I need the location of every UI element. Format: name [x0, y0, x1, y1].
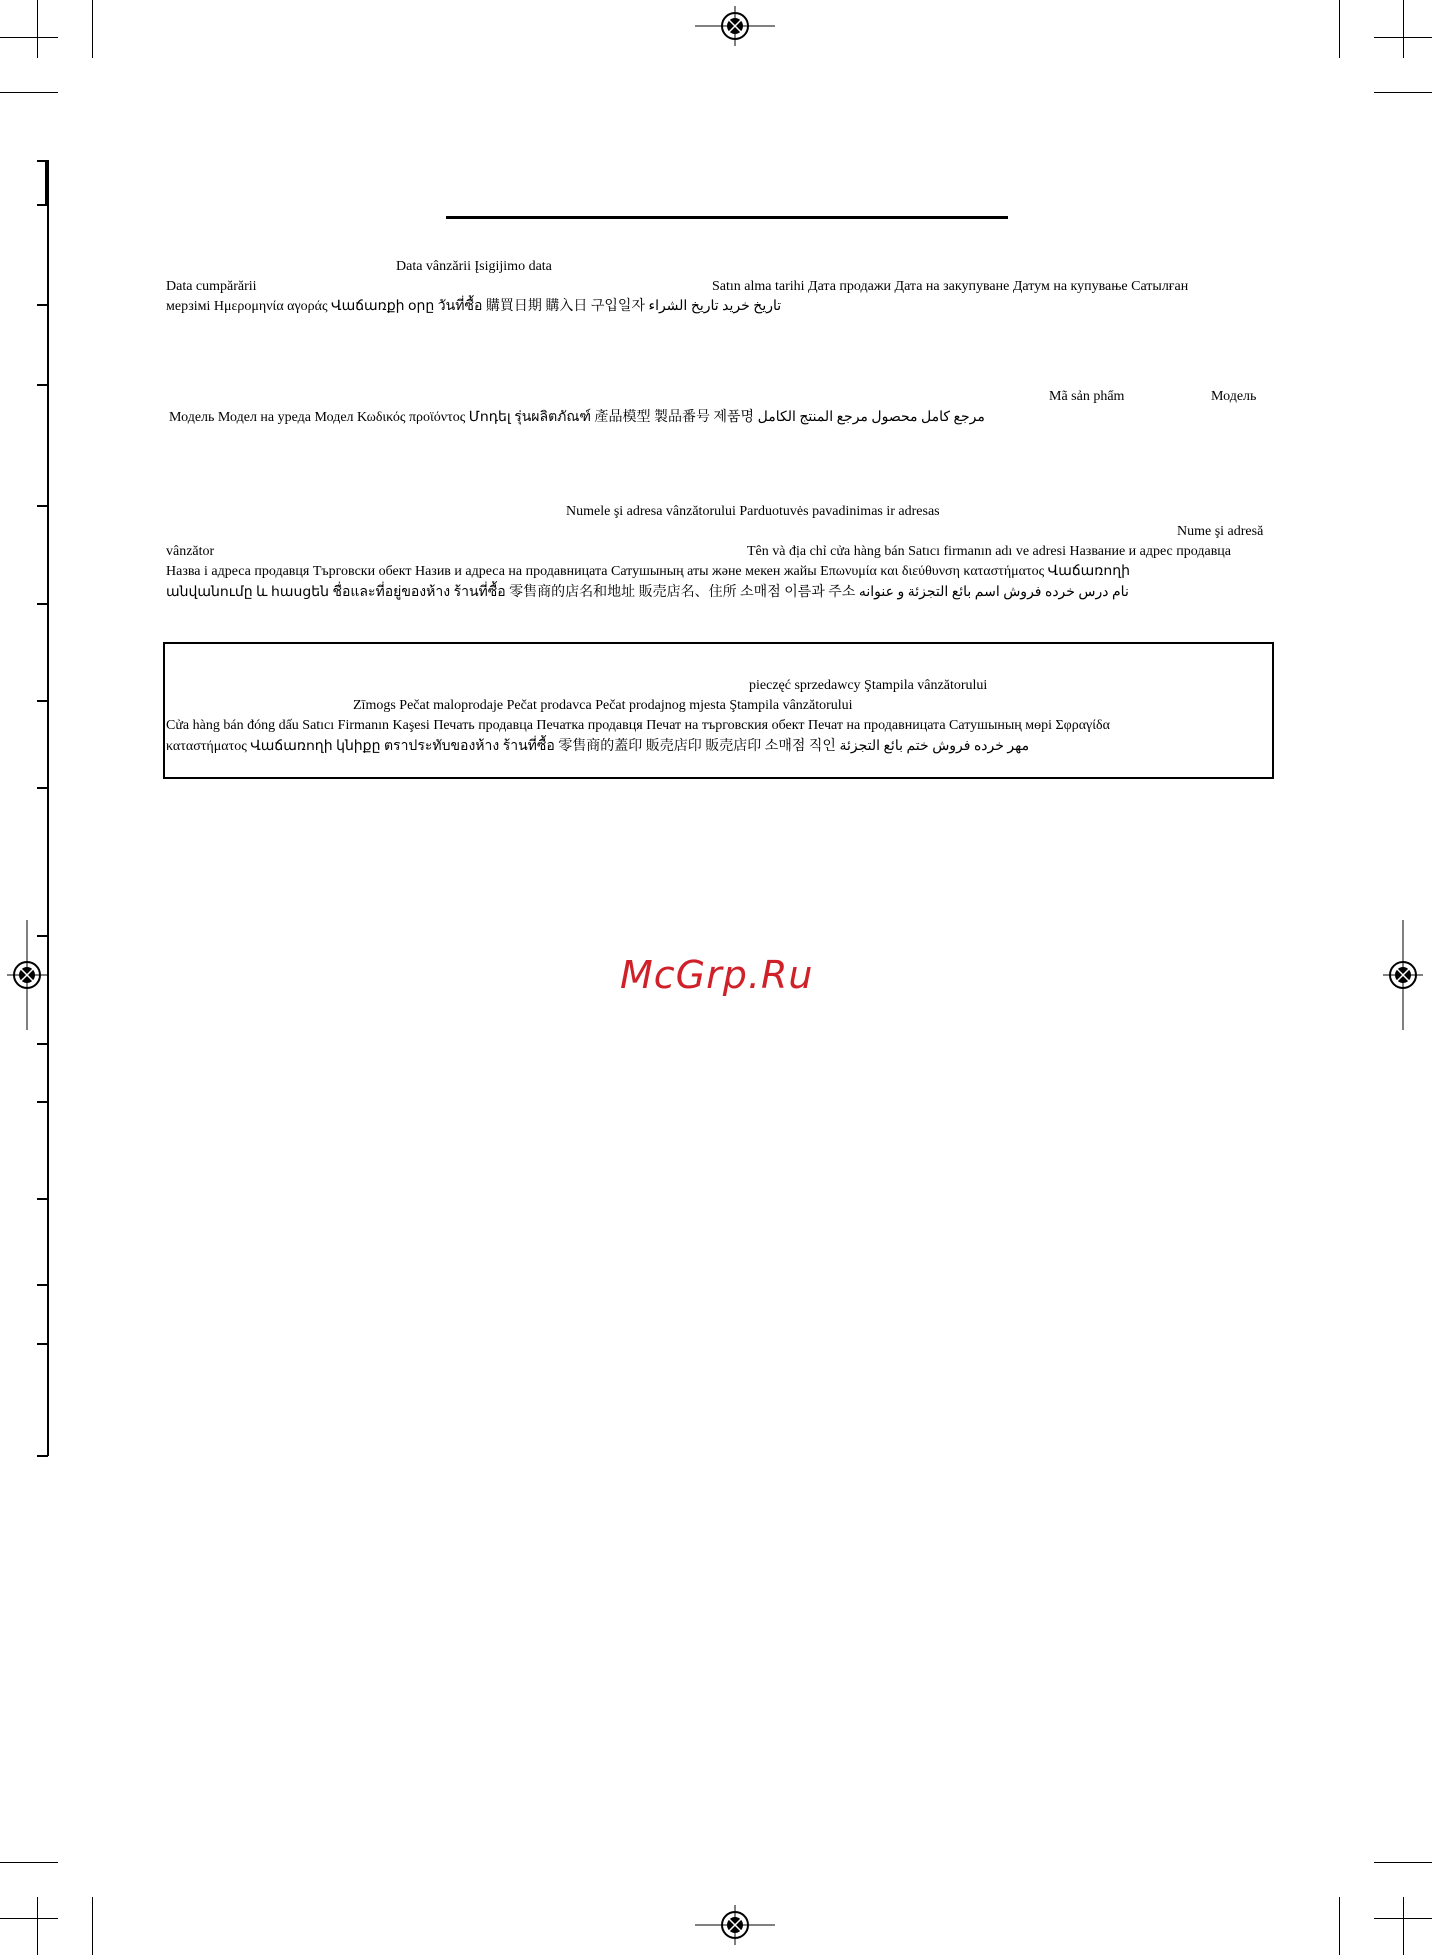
stamp-label-3: Cửa hàng bán đóng dấu Satıcı Firmanın Kaşesi Печать продавца Печатка продавця Печат на търговския обект Печат на продавницата Сатушының мөрі Σφραγίδα: [166, 718, 1110, 733]
fold-tick: [37, 1101, 48, 1103]
crop-mark-bottom-right-v: [1403, 1897, 1404, 1955]
dealer-label-1: Numele şi adresa vânzătorului Parduotuvės pavadinimas ir adresas: [566, 504, 940, 519]
crop-mark-top-right-v: [1403, 0, 1404, 58]
registration-mark-top-icon: [695, 6, 775, 46]
crop-mark-bottom-right-v2: [1339, 1897, 1340, 1955]
purchase-date-label-2-left: Data cumpărării: [166, 279, 257, 294]
dealer-label-2: Nume şi adresă: [1177, 524, 1264, 539]
crop-mark-top-left-v2: [92, 0, 93, 58]
fold-bracket-thick: [45, 160, 49, 205]
purchase-date-label-1: Data vânzării Įsigijimo data: [396, 259, 552, 274]
crop-mark-bottom-left-v2: [92, 1897, 93, 1955]
fold-tick: [37, 1343, 48, 1345]
fold-bracket-end: [37, 1455, 48, 1457]
model-label-1-left: Mã sản phẩm: [1049, 389, 1125, 404]
fold-bracket-bottom: [37, 204, 49, 206]
registration-mark-right-icon: [1383, 920, 1423, 1030]
crop-mark-top-left-h2: [0, 92, 58, 93]
fold-tick: [37, 304, 48, 306]
crop-mark-bottom-right-h: [1374, 1862, 1432, 1863]
crop-mark-bottom-left-v: [37, 1897, 38, 1955]
registration-mark-left-icon: [7, 920, 47, 1030]
purchase-date-label-2-right: Satın alma tarihi Дата продажи Дата на закупуване Датум на купување Сатылған: [712, 279, 1189, 294]
fold-tick: [37, 700, 48, 702]
model-label-2: Модель Модел на уреда Модел Κωδικός προϊόντος Մոդել รุ่นผลิตภัณฑ์ 產品模型 製品番号 제품명 مرجع كامل محصول مرجع المنتج الكامل: [169, 410, 985, 425]
model-label-1-right: Модель: [1211, 389, 1257, 404]
crop-mark-bottom-right-h2: [1374, 1918, 1432, 1919]
stamp-label-2: Zīmogs Pečat maloprodaje Pečat prodavca Pečat prodajnog mjesta Ştampila vânzătorului: [353, 698, 853, 713]
dealer-label-4: Назва і адреса продавця Търговски обект Назив и адреса на продавницата Сатушының аты және мекен жайы Επωνυμία και διεύθυνση καταστήματος Վաճառողի: [166, 564, 1130, 579]
crop-mark-top-left-v: [37, 0, 38, 58]
dealer-label-5: անվանումը և հասցեն ชื่อและที่อยู่ของห้าง ร้านที่ซื้อ 零售商的店名和地址 販売店名、住所 소매점 이름과 주소 نام درس خرده فروش اسم بائع التجزئة و عنوانه: [166, 585, 1129, 600]
fold-tick: [37, 603, 48, 605]
fold-ruler: [47, 160, 49, 1456]
dealer-label-3-right: Tên và địa chỉ cửa hàng bán Satıcı firmanın adı ve adresi Название и адрес продавца: [747, 544, 1232, 559]
fold-tick: [37, 505, 48, 507]
crop-mark-top-right-h2: [1374, 92, 1432, 93]
purchase-date-label-3: мерзімі Ημερομηνία αγοράς Վաճառքի օրը วันที่ซื้อ 購買日期 購入日 구입일자 تاريخ خريد تاريخ الشراء: [166, 299, 782, 314]
watermark-text: McGrp.Ru: [620, 953, 814, 997]
registration-mark-bottom-icon: [695, 1905, 775, 1945]
fold-tick: [37, 384, 48, 386]
fold-tick: [37, 1198, 48, 1200]
fold-tick: [37, 1043, 48, 1045]
header-rule: [446, 216, 1008, 219]
dealer-label-3-left: vânzător: [166, 544, 215, 559]
stamp-label-4: καταστήματος Վաճառողի կնիքը ตราประทับของห้าง ร้านที่ซื้อ 零售商的蓋印 販売店印 販売店印 소매점 직인 مهر خرده فروش ختم بائع التجزئة: [166, 739, 1030, 754]
fold-tick: [37, 1284, 48, 1286]
crop-mark-top-right-v2: [1339, 0, 1340, 58]
crop-mark-bottom-left-h2: [0, 1918, 58, 1919]
fold-tick: [37, 787, 48, 789]
crop-mark-top-left-h: [0, 37, 58, 38]
fold-tick: [37, 935, 48, 937]
stamp-label-1: pieczęć sprzedawcy Ştampila vânzătorului: [749, 678, 988, 693]
crop-mark-bottom-left-h: [0, 1862, 58, 1863]
